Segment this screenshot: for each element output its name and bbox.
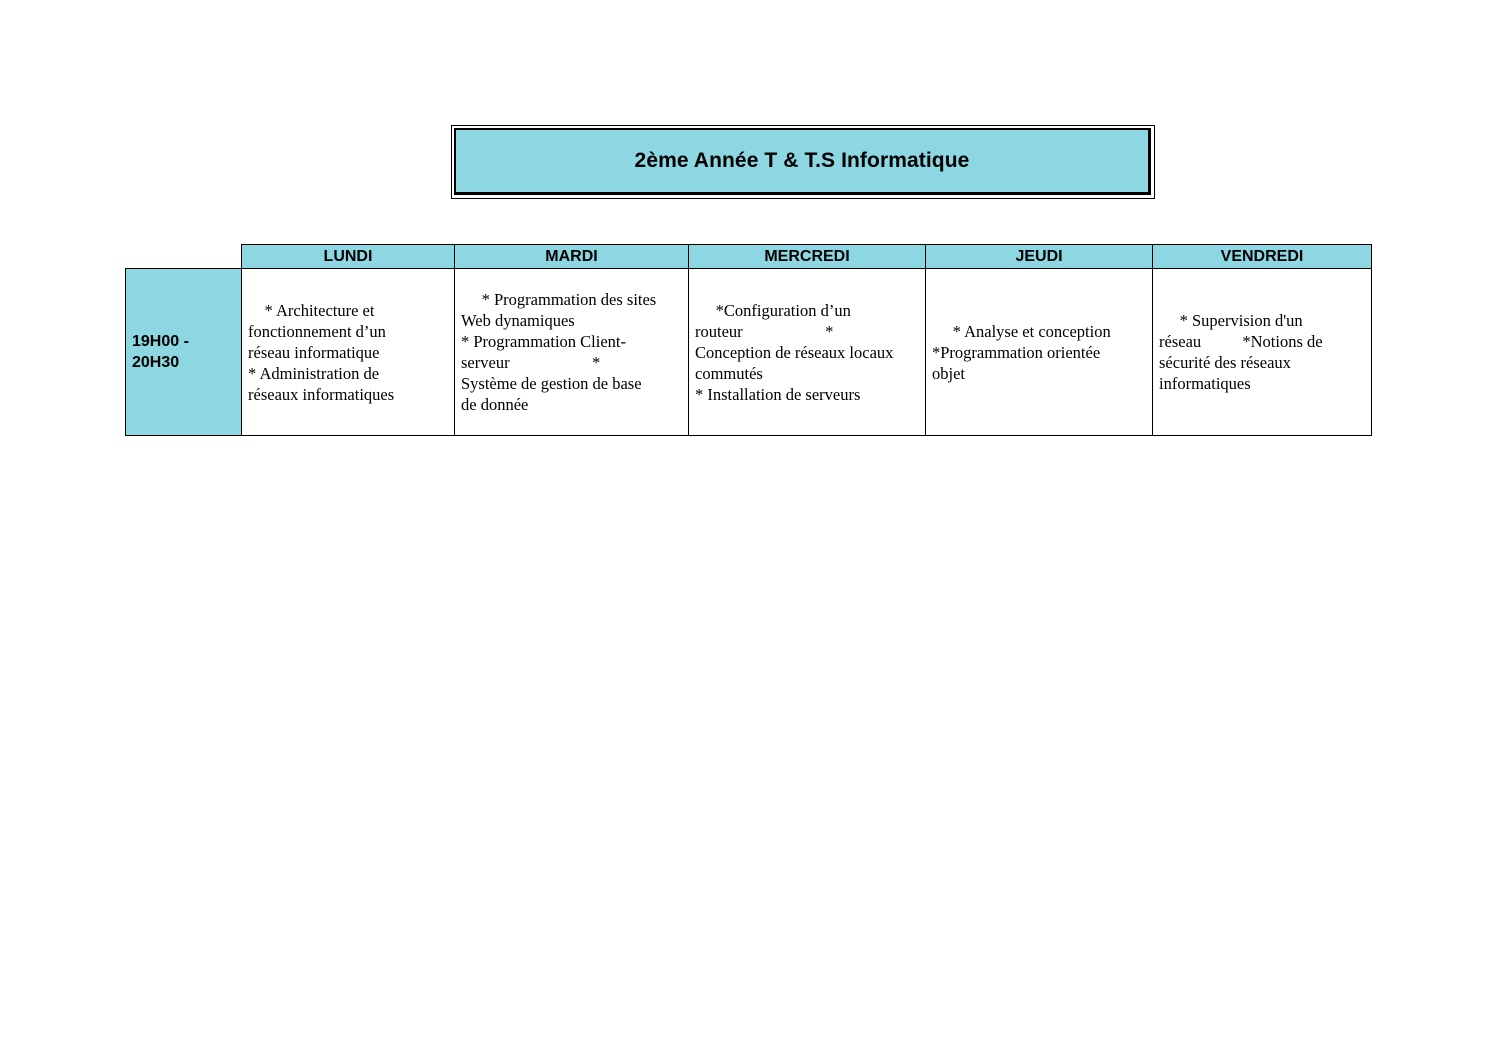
- time-slot-label: 19H00 - 20H30: [132, 333, 189, 371]
- day-header-row: [126, 245, 1372, 269]
- corner-cell: [126, 245, 242, 269]
- title-banner: [454, 128, 1151, 195]
- session-mardi: * Programmation des sites Web dynamiques * Programmation Client- serveur * Système de gestion de base de donnée: [455, 269, 689, 436]
- day-header-mercredi: MERCREDI: [689, 245, 926, 269]
- day-header-jeudi: JEUDI: [926, 245, 1153, 269]
- session-mercredi: *Configuration d’un routeur * Conception de réseaux locaux commutés * Installation de serveurs: [689, 269, 926, 436]
- day-header-vendredi: VENDREDI: [1153, 245, 1372, 269]
- schedule-table: [125, 244, 1372, 436]
- table-row: [126, 269, 1372, 436]
- page-title: 2ème Année T & T.S Informatique: [634, 149, 970, 172]
- session-vendredi: * Supervision d'un réseau *Notions de sécurité des réseaux informatiques: [1153, 269, 1372, 436]
- session-jeudi: * Analyse et conception *Programmation orientée objet: [926, 269, 1153, 436]
- day-header-lundi: LUNDI: [242, 245, 455, 269]
- session-lundi: * Architecture et fonctionnement d’un réseau informatique * Administration de réseaux informatiques: [242, 269, 455, 436]
- title-box: [451, 125, 1155, 199]
- day-header-mardi: MARDI: [455, 245, 689, 269]
- time-slot-cell: [126, 269, 242, 436]
